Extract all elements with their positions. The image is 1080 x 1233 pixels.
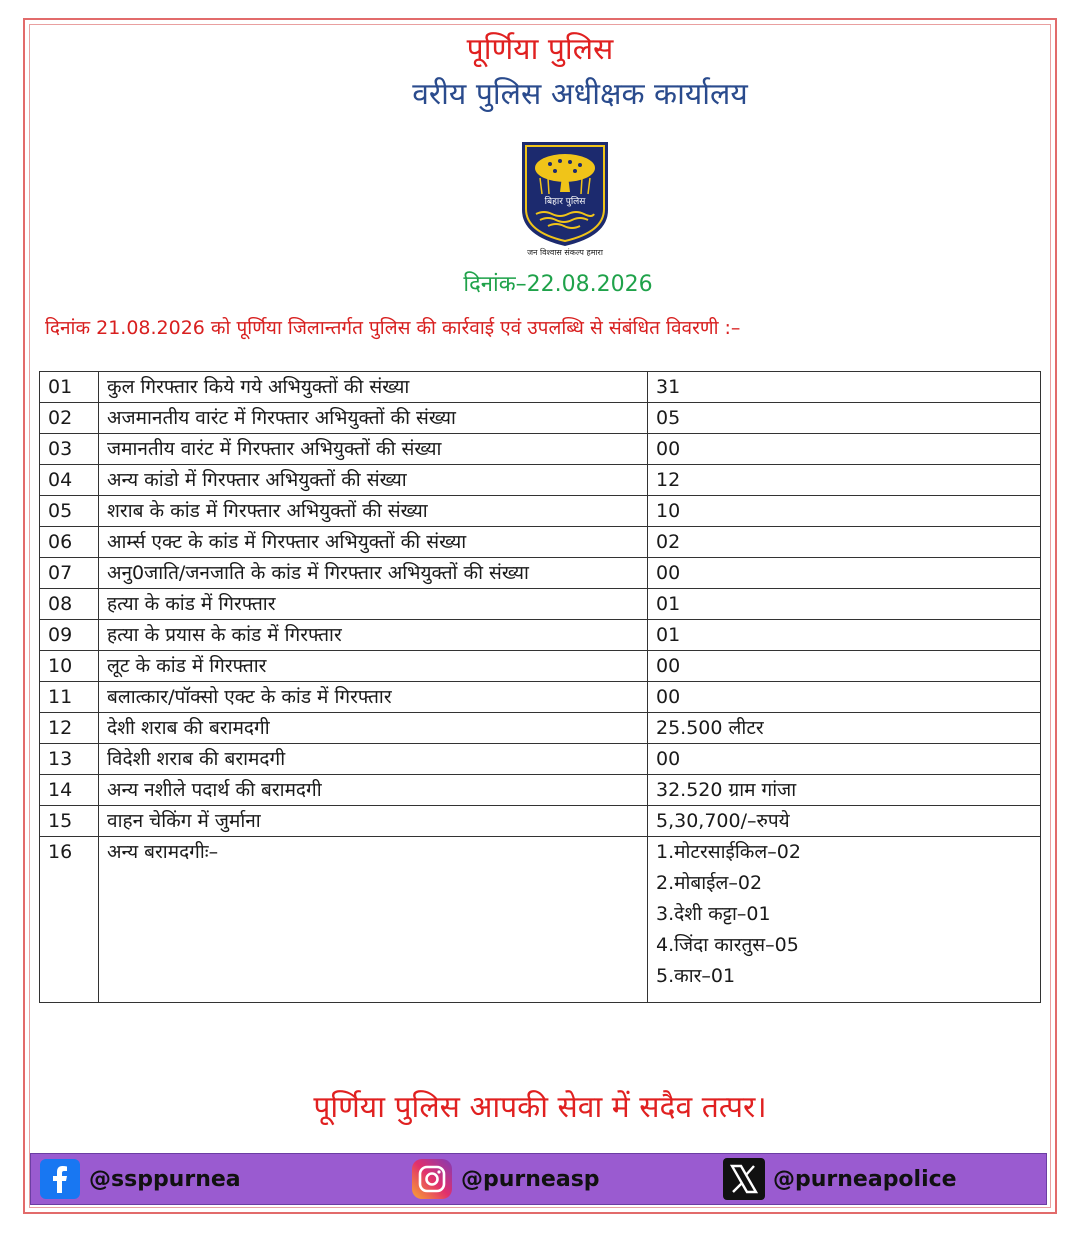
- row-description: देशी शराब की बरामदगी: [99, 713, 648, 744]
- row-description: वाहन चेकिंग में जुर्माना: [99, 806, 648, 837]
- row-value: 12: [648, 465, 1041, 496]
- row-description: हत्या के प्रयास के कांड में गिरफ्तार: [99, 620, 648, 651]
- instagram-icon: [411, 1158, 453, 1200]
- report-date: दिनांक–22.08.2026: [463, 272, 653, 297]
- table-row: [40, 527, 1041, 558]
- row-number: 04: [40, 465, 99, 496]
- table-row: [40, 651, 1041, 682]
- row-value: 00: [648, 558, 1041, 589]
- row-description: लूट के कांड में गिरफ्तार: [99, 651, 648, 682]
- table-row: [40, 465, 1041, 496]
- recovery-item: 4.जिंदा कारतुस–05: [656, 934, 799, 956]
- row-number: 08: [40, 589, 99, 620]
- row-description: बलात्कार/पॉक्सो एक्ट के कांड में गिरफ्तार: [99, 682, 648, 713]
- table-row: [40, 403, 1041, 434]
- row-description: अन्य बरामदगीः–: [99, 837, 648, 1003]
- row-number: 14: [40, 775, 99, 806]
- row-number: 16: [40, 837, 99, 1003]
- row-description: अजमानतीय वारंट में गिरफ्तार अभियुक्तों की संख्या: [99, 403, 648, 434]
- table-row: [40, 558, 1041, 589]
- recovery-item: 3.देशी कट्टा–01: [656, 903, 771, 925]
- row-description: अन्य कांडो में गिरफ्तार अभियुक्तों की संख्या: [99, 465, 648, 496]
- row-number: 06: [40, 527, 99, 558]
- row-number: 12: [40, 713, 99, 744]
- row-description: अनु0जाति/जनजाति के कांड में गिरफ्तार अभियुक्तों की संख्या: [99, 558, 648, 589]
- facebook-handle: @ssppurnea: [89, 1166, 241, 1192]
- table-row: [40, 775, 1041, 806]
- instagram-handle: @purneasp: [461, 1166, 600, 1192]
- logo-motto: जन विश्वास संकल्प हमारा: [527, 248, 603, 257]
- row-value: 00: [648, 744, 1041, 775]
- row-value: 00: [648, 434, 1041, 465]
- row-description: जमानतीय वारंट में गिरफ्तार अभियुक्तों की संख्या: [99, 434, 648, 465]
- row-description: कुल गिरफ्तार किये गये अभियुक्तों की संख्या: [99, 372, 648, 403]
- instagram-link[interactable]: [411, 1156, 600, 1202]
- row-value: 05: [648, 403, 1041, 434]
- row-description: आर्म्स एक्ट के कांड में गिरफ्तार अभियुक्तों की संख्या: [99, 527, 648, 558]
- row-description: विदेशी शराब की बरामदगी: [99, 744, 648, 775]
- recovery-item: 2.मोबाईल–02: [656, 872, 763, 894]
- row-number: 11: [40, 682, 99, 713]
- row-value: 02: [648, 527, 1041, 558]
- x-icon: [723, 1158, 765, 1200]
- table-row: [40, 806, 1041, 837]
- table-row-recoveries: [40, 837, 1041, 1003]
- row-number: 02: [40, 403, 99, 434]
- report-table: [39, 371, 1041, 1003]
- table-row: [40, 434, 1041, 465]
- recovery-item: 1.मोटरसाईकिल–02: [656, 841, 801, 863]
- row-value: 10: [648, 496, 1041, 527]
- row-value: 01: [648, 589, 1041, 620]
- row-number: 01: [40, 372, 99, 403]
- row-description: शराब के कांड में गिरफ्तार अभियुक्तों की संख्या: [99, 496, 648, 527]
- row-value: 25.500 लीटर: [648, 713, 1041, 744]
- row-value: 00: [648, 651, 1041, 682]
- row-description: हत्या के कांड में गिरफ्तार: [99, 589, 648, 620]
- x-link[interactable]: [723, 1156, 957, 1202]
- row-number: 10: [40, 651, 99, 682]
- row-value: 32.520 ग्राम गांजा: [648, 775, 1041, 806]
- row-number: 15: [40, 806, 99, 837]
- footer-slogan: पूर्णिया पुलिस आपकी सेवा में सदैव तत्पर।: [313, 1090, 767, 1125]
- row-number: 07: [40, 558, 99, 589]
- table-row: [40, 744, 1041, 775]
- facebook-link[interactable]: [39, 1156, 241, 1202]
- x-handle: @purneapolice: [773, 1166, 957, 1192]
- recovery-list: [648, 837, 1041, 1003]
- logo-text: बिहार पुलिस: [544, 197, 586, 207]
- table-row: [40, 620, 1041, 651]
- row-number: 03: [40, 434, 99, 465]
- row-value: 00: [648, 682, 1041, 713]
- row-description: अन्य नशीले पदार्थ की बरामदगी: [99, 775, 648, 806]
- table-row: [40, 589, 1041, 620]
- table-row: [40, 713, 1041, 744]
- recovery-item: 5.कार–01: [656, 965, 736, 987]
- row-value: 5,30,700/–रुपये: [648, 806, 1041, 837]
- row-value: 31: [648, 372, 1041, 403]
- row-number: 13: [40, 744, 99, 775]
- row-number: 09: [40, 620, 99, 651]
- bihar-police-logo: [500, 140, 630, 258]
- table-row: [40, 496, 1041, 527]
- office-title: वरीय पुलिस अधीक्षक कार्यालय: [412, 77, 748, 112]
- org-title: पूर्णिया पुलिस: [466, 32, 614, 67]
- table-row: [40, 682, 1041, 713]
- facebook-icon: [39, 1158, 81, 1200]
- table-row: [40, 372, 1041, 403]
- row-value: 01: [648, 620, 1041, 651]
- report-subtitle: दिनांक 21.08.2026 को पूर्णिया जिलान्तर्गत पुलिस की कार्रवाई एवं उपलब्धि से संबंधित विवरणी :–: [45, 317, 741, 339]
- row-number: 05: [40, 496, 99, 527]
- social-bar: [30, 1153, 1047, 1205]
